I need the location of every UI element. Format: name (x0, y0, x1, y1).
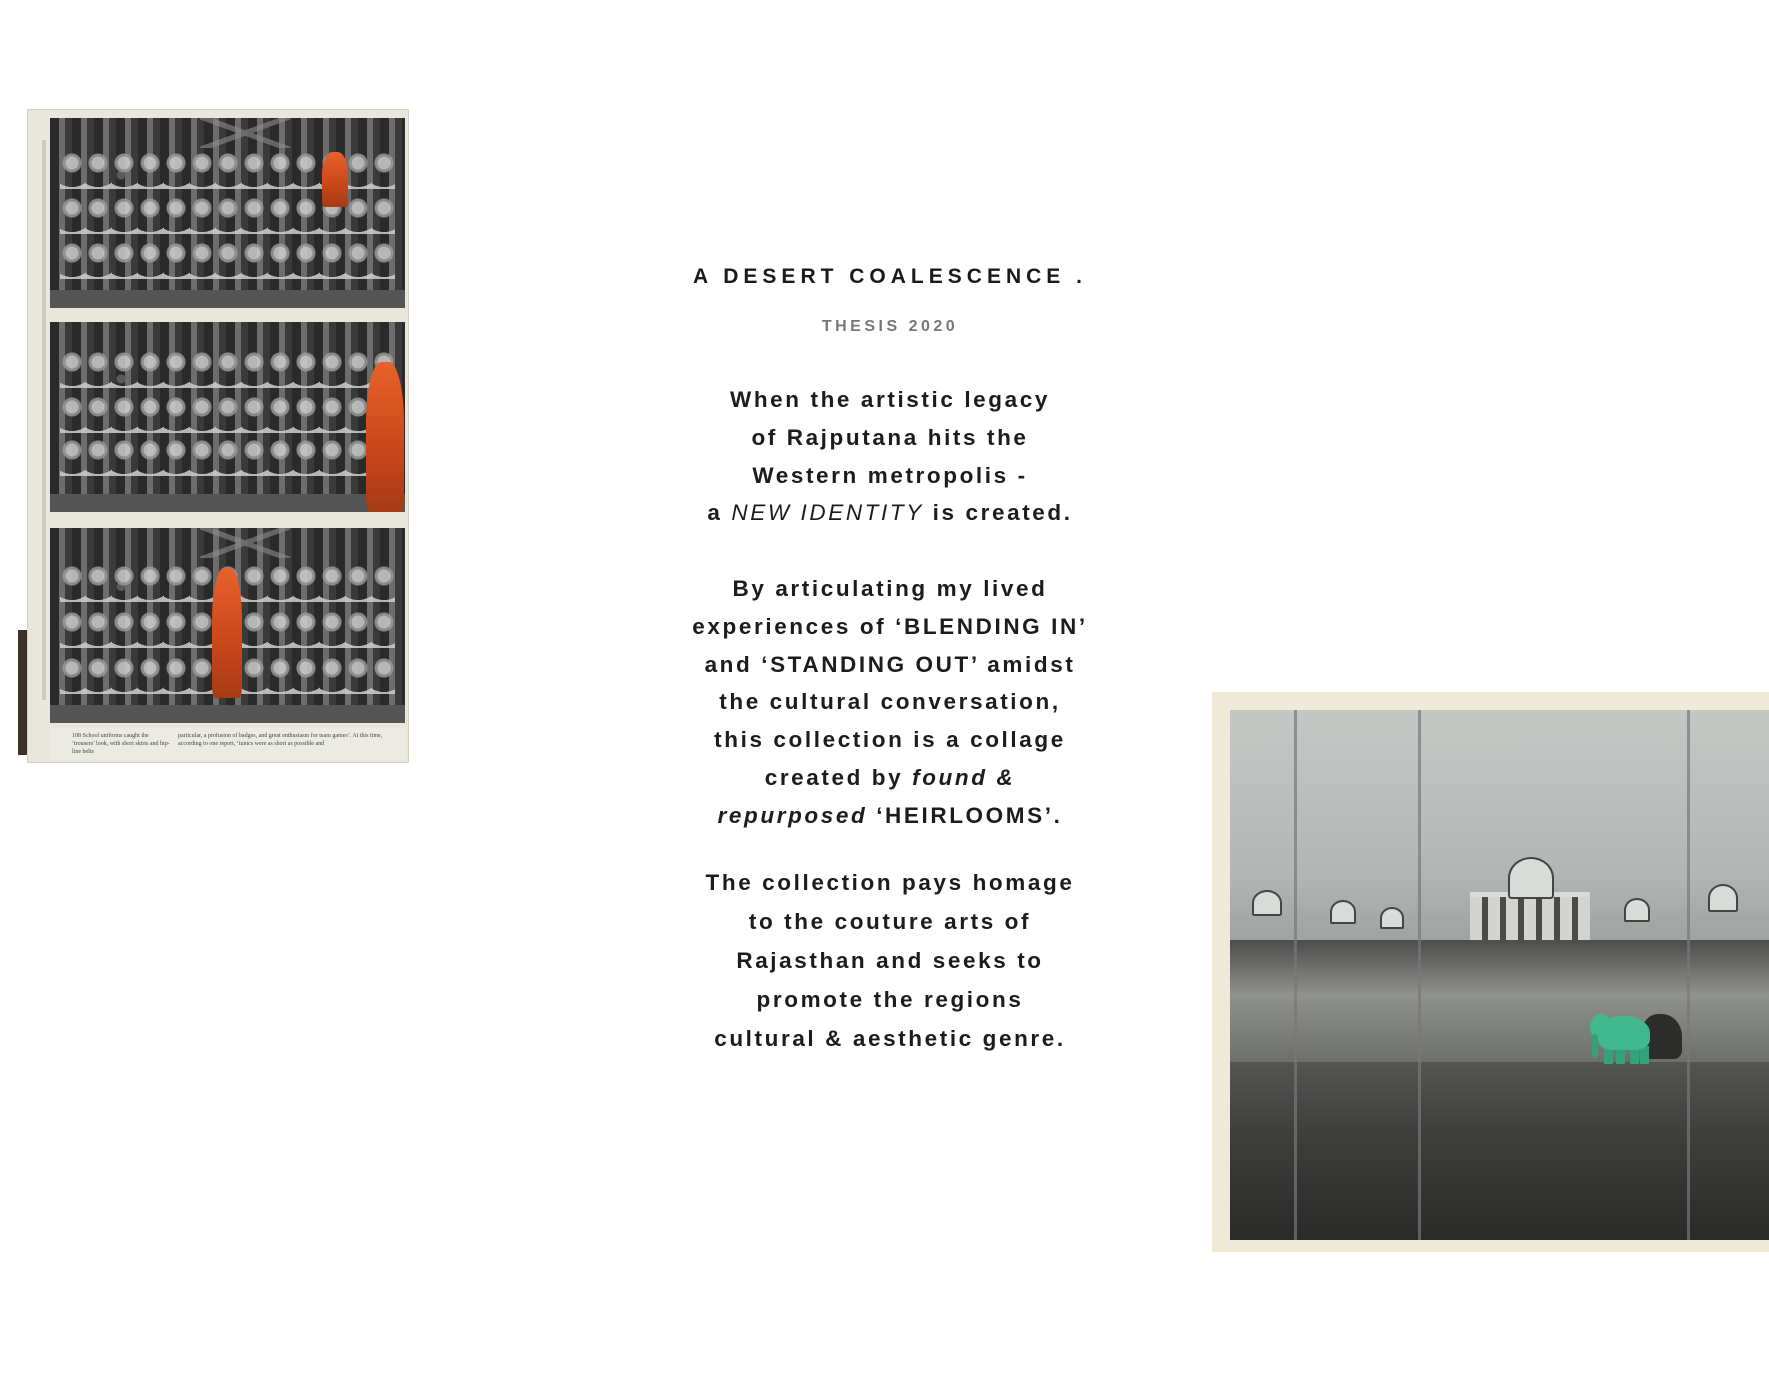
intro-paragraph (560, 381, 1220, 532)
photo-caption (50, 728, 405, 760)
photo-row (60, 440, 395, 476)
collage-divider (42, 140, 46, 700)
text-fragment: is created. (923, 500, 1073, 526)
text-fragment: ‘HEIRLOOMS’. (867, 802, 1063, 828)
caption-right: particular, a profusion of badges, and great enthusiasm for team games’. At this time, according to one report, ‘tunics were as short as possible and (178, 733, 383, 747)
photo-ground (50, 494, 405, 512)
group-photo-3 (50, 528, 405, 723)
text-line: Rajasthan and seeks to (736, 948, 1044, 973)
paper-fold (1687, 710, 1690, 1240)
text-line (560, 494, 1220, 532)
page-title: A DESERT COALESCENCE . (693, 265, 1087, 288)
text-line: Western metropolis - (752, 462, 1028, 488)
text-fragment: a (707, 500, 732, 526)
text-line: experiences of ‘BLENDING IN’ (692, 613, 1088, 639)
group-photo-1 (50, 118, 405, 308)
paper-fold (1418, 710, 1421, 1240)
text-line: and ‘STANDING OUT’ amidst (704, 651, 1076, 677)
right-collage-image (1212, 692, 1769, 1252)
text-line: the cultural conversation, (719, 689, 1061, 715)
photo-ground (50, 705, 405, 723)
palace-dome (1380, 907, 1404, 929)
paper-fold (1294, 710, 1297, 1240)
emphasis-text: NEW IDENTITY (731, 500, 924, 526)
roof-shape (200, 118, 290, 148)
text-line: this collection is a collage (714, 727, 1066, 753)
orange-veiled-figure (366, 362, 404, 512)
photo-row (60, 243, 395, 279)
text-line: The collection pays homage (705, 870, 1075, 895)
text-line: promote the regions (756, 987, 1024, 1012)
emphasis-text: repurposed (717, 802, 868, 828)
page-subtitle: THESIS 2020 (821, 318, 959, 335)
roof-shape (200, 528, 290, 558)
palace-dome (1330, 900, 1356, 924)
text-line (560, 797, 1220, 835)
orange-veiled-figure (212, 568, 242, 698)
homage-paragraph (560, 863, 1220, 1058)
photo-row (60, 352, 395, 388)
photo-ground (50, 290, 405, 308)
group-photo-2 (50, 322, 405, 512)
concept-paragraph (560, 570, 1220, 835)
palace-dome (1252, 890, 1282, 916)
orange-veiled-figure (322, 152, 348, 207)
elephant-trunk (1592, 1034, 1598, 1058)
photo-row (60, 397, 395, 433)
text-line: cultural & aesthetic genre. (714, 1026, 1066, 1051)
text-fragment: created by (764, 764, 913, 790)
left-collage-image (18, 110, 413, 765)
emphasis-text: found & (912, 764, 1016, 790)
text-line: of Rajputana hits the (751, 424, 1029, 450)
text-line: By articulating my lived (732, 576, 1048, 601)
palace-dome (1508, 857, 1554, 899)
text-line: to the couture arts of (748, 909, 1032, 934)
text-line (560, 759, 1220, 797)
caption-left: 108 School uniforms caught the ‘trousers’ look, with short skirts and hip-line belts (72, 733, 170, 755)
palace-dome (1708, 884, 1738, 912)
palace-dome (1624, 898, 1650, 922)
green-elephant-icon (1590, 1010, 1660, 1065)
text-line: When the artistic legacy (730, 387, 1050, 412)
